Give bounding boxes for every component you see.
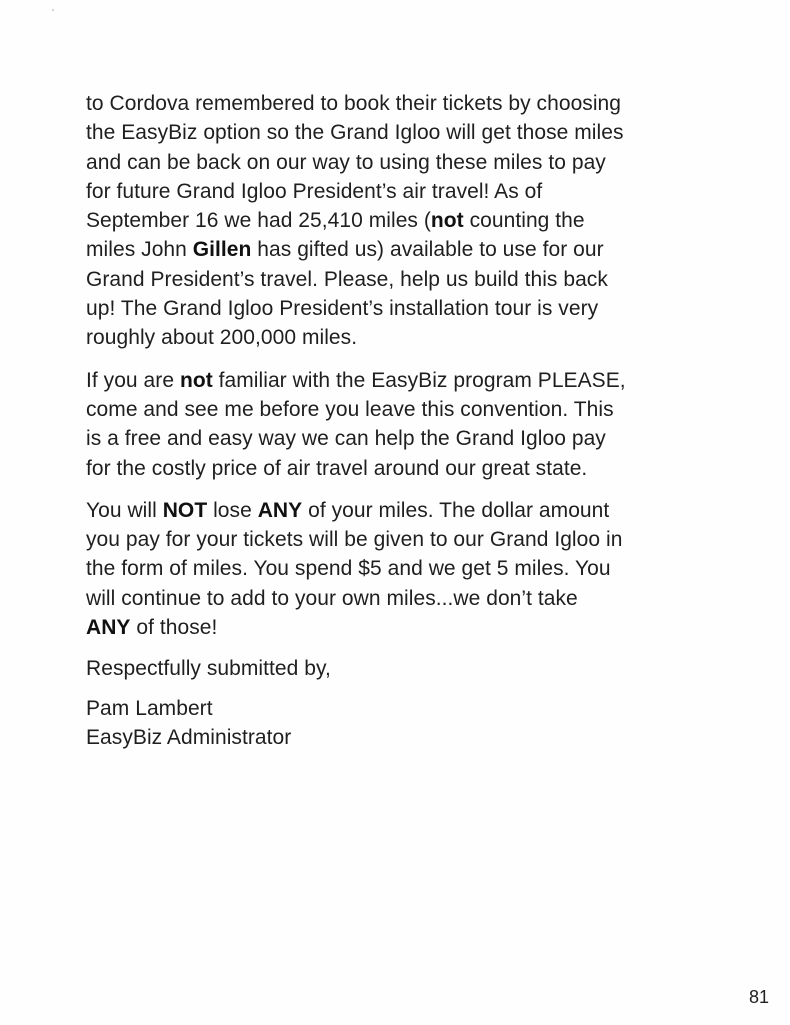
text-line: the EasyBiz option so the Grand Igloo will get those miles: [86, 121, 624, 145]
closing-line: Respectfully submitted by,: [86, 657, 331, 681]
text-run: has gifted us) available to use for our: [251, 238, 604, 262]
text-line: will continue to add to your own miles...we don’t take: [86, 586, 578, 610]
text-line: [86, 206, 706, 235]
text-line: come and see me before you leave this convention. This: [86, 397, 614, 421]
text-run: You will: [86, 498, 163, 522]
text-run: familiar with the EasyBiz program PLEASE,: [212, 368, 626, 392]
text-run: lose: [207, 498, 258, 522]
text-line: to Cordova remembered to book their tickets by choosing: [86, 92, 622, 115]
text-line: Grand President’s travel. Please, help us build this back: [86, 267, 608, 291]
text-run: of those!: [130, 616, 218, 640]
text-run: miles John: [86, 238, 193, 262]
bold-text: Gillen: [192, 238, 252, 262]
signer-title: EasyBiz Administrator: [86, 725, 292, 749]
text-line: is a free and easy way we can help the Grand Igloo pay: [86, 427, 606, 451]
paragraph-miles-status: [86, 89, 706, 353]
paragraph-miles-assurance: [86, 496, 706, 642]
bold-text: not: [430, 209, 464, 233]
bold-text: ANY: [86, 616, 131, 640]
bold-text: NOT: [162, 498, 208, 522]
scan-speck: [52, 9, 54, 11]
text-line: [86, 613, 706, 642]
text-line: [86, 496, 706, 525]
text-line: you pay for your tickets will be given to our Grand Igloo in: [86, 528, 623, 552]
letter-body: [86, 89, 706, 752]
page-number: 81: [748, 987, 769, 1007]
bold-text: ANY: [257, 498, 303, 522]
text-run: If you are: [86, 368, 180, 392]
text-run: counting the: [463, 209, 585, 233]
paragraph-program-info: [86, 366, 706, 483]
text-line: [86, 366, 706, 395]
text-line: for the costly price of air travel around our great state.: [86, 456, 588, 480]
bold-text: not: [179, 368, 213, 392]
text-line: [86, 235, 706, 264]
text-line: roughly about 200,000 miles.: [86, 326, 358, 350]
text-line: and can be back on our way to using these miles to pay: [86, 150, 606, 174]
text-line: for future Grand Igloo President’s air travel! As of: [86, 179, 543, 203]
signer-name: Pam Lambert: [86, 696, 213, 720]
text-line: up! The Grand Igloo President’s installation tour is very: [86, 297, 599, 321]
text-line: the form of miles. You spend $5 and we get 5 miles. You: [86, 557, 611, 581]
text-run: of your miles. The dollar amount: [302, 498, 610, 522]
text-run: September 16 we had 25,410 miles (: [86, 209, 431, 233]
signature-block: [86, 694, 706, 753]
